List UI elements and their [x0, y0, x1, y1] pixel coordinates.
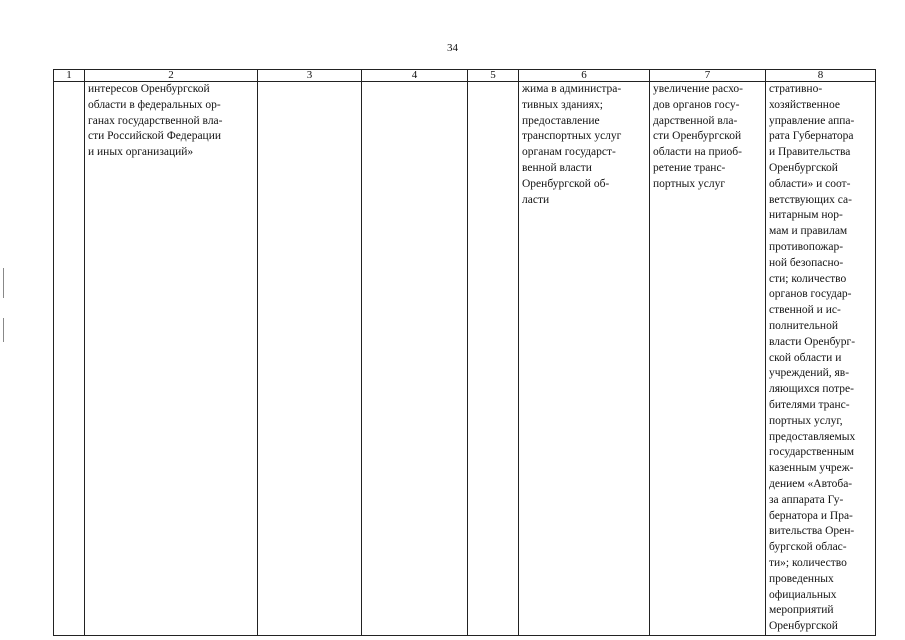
cell-text-line: тивных зданиях;	[522, 98, 603, 111]
cell-text-line: вительства Орен-	[769, 525, 855, 538]
column-header-8: 8	[766, 70, 876, 82]
column-header-7: 7	[650, 70, 766, 82]
cell-text-line: рата Губернатора	[769, 130, 854, 143]
cell-text-line: ветствующих са-	[769, 193, 852, 206]
cell-text-line: области в федеральных ор-	[88, 98, 221, 111]
cell-text-line: власти Оренбург-	[769, 335, 856, 348]
column-header-4: 4	[362, 70, 468, 82]
cell-col-4	[362, 82, 468, 636]
cell-text-line: Оренбургской об-	[522, 177, 610, 190]
cell-col-3	[258, 82, 362, 636]
document-table	[53, 69, 876, 636]
cell-text-line: ретение транс-	[653, 161, 726, 174]
cell-text-line: дарственной вла-	[653, 114, 738, 127]
cell-text-line: противопожар-	[769, 240, 844, 253]
cell-text-line: ственной и ис-	[769, 304, 841, 317]
cell-text-line: сти Оренбургской	[653, 130, 742, 143]
page-number: 34	[447, 42, 458, 54]
cell-text-line: увеличение расхо-	[653, 83, 743, 95]
cell-text-line: Оренбургской	[769, 161, 838, 174]
cell-col-7	[650, 82, 766, 636]
cell-col-2	[85, 82, 258, 636]
cell-text-line: ляющихся потре-	[769, 383, 854, 396]
cell-text-line: портных услуг,	[769, 414, 843, 427]
cell-text-line: бернатора и Пра-	[769, 509, 853, 522]
cell-text-line: дением «Автоба-	[769, 477, 853, 490]
column-header-5: 5	[468, 70, 519, 82]
cell-text-line: мам и правилам	[769, 225, 848, 238]
cell-text-line: сти Российской Федерации	[88, 130, 222, 143]
cell-text-line: ти»; количество	[769, 556, 847, 569]
cell-text-line: казенным учреж-	[769, 462, 854, 475]
cell-text-line: дов органов госу-	[653, 98, 740, 111]
column-header-3: 3	[258, 70, 362, 82]
cell-text-line: учреждений, яв-	[769, 367, 850, 380]
scan-margin-mark	[3, 318, 4, 342]
cell-text-line: за аппарата Гу-	[769, 493, 844, 506]
cell-text-line: области» и соот-	[769, 177, 851, 190]
table-row	[54, 82, 876, 636]
column-header-6: 6	[519, 70, 650, 82]
cell-text-line: мероприятий	[769, 604, 834, 617]
cell-text-line: сти; количество	[769, 272, 847, 285]
cell-text-line: интересов Оренбургской	[88, 83, 210, 95]
cell-text-line: предоставляемых	[769, 430, 856, 443]
cell-text-line: и иных организаций»	[88, 146, 194, 159]
cell-text-line: области на приоб-	[653, 146, 742, 159]
cell-text-line: и Правительства	[769, 146, 851, 159]
cell-text-line: ганах государственной вла-	[88, 114, 223, 127]
cell-text-line: государственным	[769, 446, 855, 459]
cell-text-line: бителями транс-	[769, 398, 850, 411]
cell-text-line: стративно-	[769, 83, 823, 95]
cell-col-6	[519, 82, 650, 636]
cell-text-line: транспортных услуг	[522, 130, 622, 143]
cell-text-line: органам государст-	[522, 146, 616, 159]
cell-text-line: нитарным нор-	[769, 209, 843, 222]
cell-text-line: управление аппа-	[769, 114, 855, 127]
cell-text-line: ной безопасно-	[769, 256, 844, 269]
cell-text-line: бургской облас-	[769, 541, 847, 554]
cell-text-line: хозяйственное	[769, 98, 840, 111]
cell-col-5	[468, 82, 519, 636]
cell-text-line: портных услуг	[653, 177, 726, 190]
cell-text-line: ской области и	[769, 351, 842, 364]
column-header-1: 1	[54, 70, 85, 82]
cell-col-1	[54, 82, 85, 636]
cell-text-line: официальных	[769, 588, 837, 601]
column-header-2: 2	[85, 70, 258, 82]
cell-text-line: проведенных	[769, 572, 834, 585]
cell-text-line: органов государ-	[769, 288, 852, 301]
cell-text-line: предоставление	[522, 114, 600, 127]
cell-text-line: венной власти	[522, 161, 592, 174]
scan-margin-mark	[3, 268, 4, 298]
cell-text-line: жима в администра-	[522, 83, 622, 95]
header-row	[54, 70, 876, 82]
cell-text-line: ласти	[522, 193, 550, 206]
cell-text-line: Оренбургской	[769, 620, 838, 633]
cell-text-line: полнительной	[769, 319, 838, 332]
cell-col-8	[766, 82, 876, 636]
